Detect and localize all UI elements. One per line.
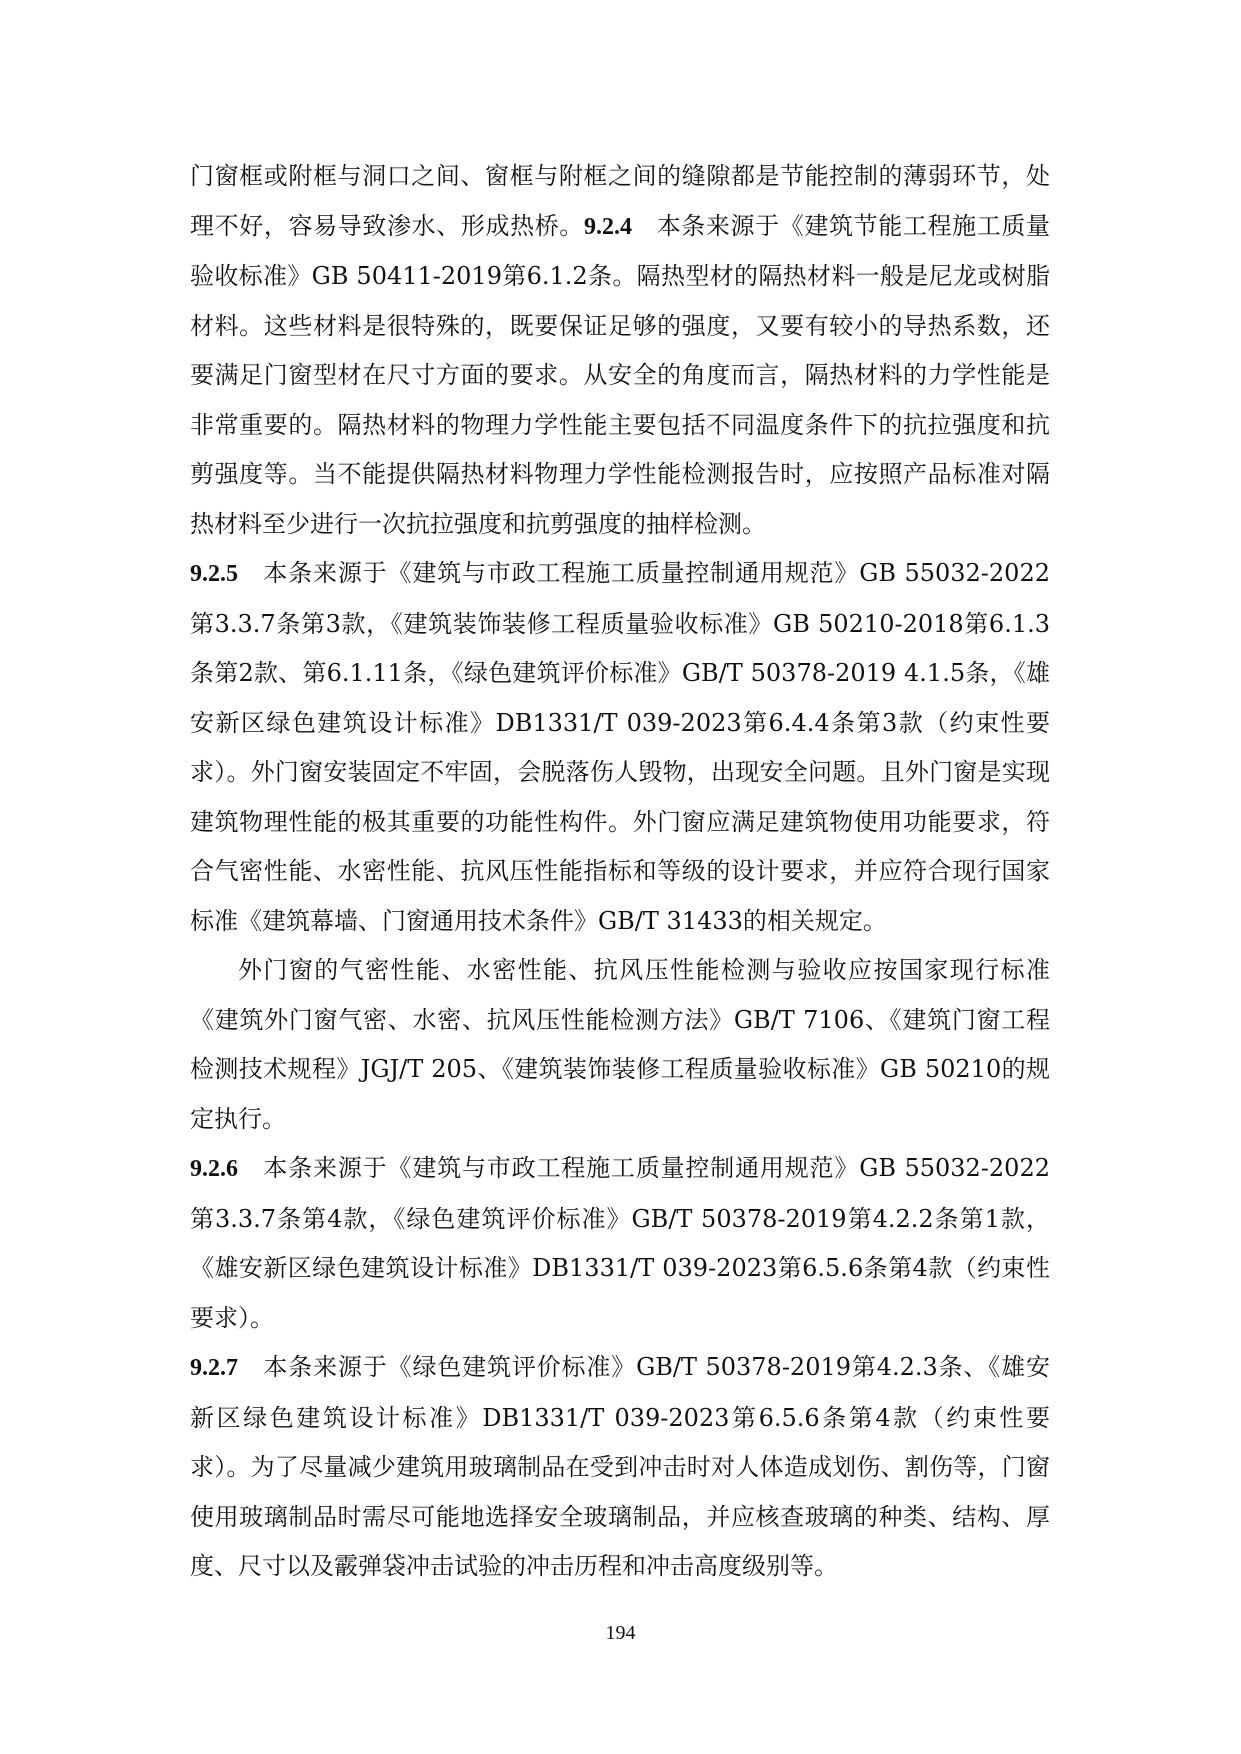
paragraph <box>190 549 1050 946</box>
paragraph-text: 本条来源于《绿色建筑评价标准》GB/T 50378-2019第4.2.3条、《雄安新区绿色建筑设计标准》DB1331/T 039-2023第6.5.6条第4款（约束性要求）。为了尽量减少建筑用玻璃制品在受到冲击时对人体造成划伤、割伤等，门窗使用玻璃制品时需尽可能地选择安全玻璃制品，并应核查玻璃的种类、结构、厚度、尺寸以及霰弹袋冲击试验的冲击历程和冲击高度级别等。 <box>190 1353 1050 1580</box>
paragraph-text: 本条来源于《建筑与市政工程施工质量控制通用规范》GB 55032-2022第3.3.7条第4款，《绿色建筑评价标准》GB/T 50378-2019第4.2.2条第1款，《雄安新区绿色建筑设计标准》DB1331/T 039-2023第6.5.6条第4款（约束性要求）。 <box>190 1154 1050 1332</box>
body-text <box>190 152 1050 1592</box>
paragraph-text: 本条来源于《建筑与市政工程施工质量控制通用规范》GB 55032-2022第3.3.7条第3款，《建筑装饰装修工程质量验收标准》GB 50210-2018第6.1.3条第2款、第6.1.11条，《绿色建筑评价标准》GB/T 50378-2019 4.1.5条，《雄安新区绿色建筑设计标准》DB1331/T 039-2023第6.4.4条第3款（约束性要求）。外门窗安装固定不牢固，会脱落伤人毁物，出现安全问题。且外门窗是实现建筑物理性能的极其重要的功能性构件。外门窗应满足建筑物使用功能要求，符合气密性能、水密性能、抗风压性能指标和等级的设计要求，并应符合现行国家标准《建筑幕墙、门窗通用技术条件》GB/T 31433的相关规定。 <box>190 559 1050 935</box>
clause-number: 9.2.7 <box>190 1355 238 1381</box>
clause-number: 9.2.6 <box>190 1156 238 1182</box>
paragraph <box>190 1144 1050 1343</box>
clause-number: 9.2.5 <box>190 561 238 587</box>
paragraph <box>190 1343 1050 1592</box>
paragraph-text: 外门窗的气密性能、水密性能、抗风压性能检测与验收应按国家现行标准《建筑外门窗气密、水密、抗风压性能检测方法》GB/T 7106、《建筑门窗工程检测技术规程》JGJ/T 205、《建筑装饰装修工程质量验收标准》GB 50210的规定执行。 <box>190 956 1050 1133</box>
clause-number: 9.2.4 <box>583 213 632 240</box>
paragraph-text: 门窗框或附框与洞口之间、窗框与附框之间的缝隙都是节能控制的薄弱环节，处理不好，容易导致渗水、形成热桥。 <box>190 162 1050 240</box>
paragraph <box>190 946 1050 1144</box>
paragraph-text: 本条来源于《建筑节能工程施工质量验收标准》GB 50411-2019第6.1.2条。隔热型材的隔热材料一般是尼龙或树脂材料。这些材料是很特殊的，既要保证足够的强度，又要有较小的导热系数，还要满足门窗型材在尺寸方面的要求。从安全的角度而言，隔热材料的力学性能是非常重要的。隔热材料的物理力学性能主要包括不同温度条件下的抗拉强度和抗剪强度等。当不能提供隔热材料物理力学性能检测报告时，应按照产品标准对隔热材料至少进行一次抗拉强度和抗剪强度的抽样检测。 <box>190 211 1050 538</box>
page-number: 194 <box>605 1622 636 1644</box>
paragraph <box>190 152 1050 549</box>
